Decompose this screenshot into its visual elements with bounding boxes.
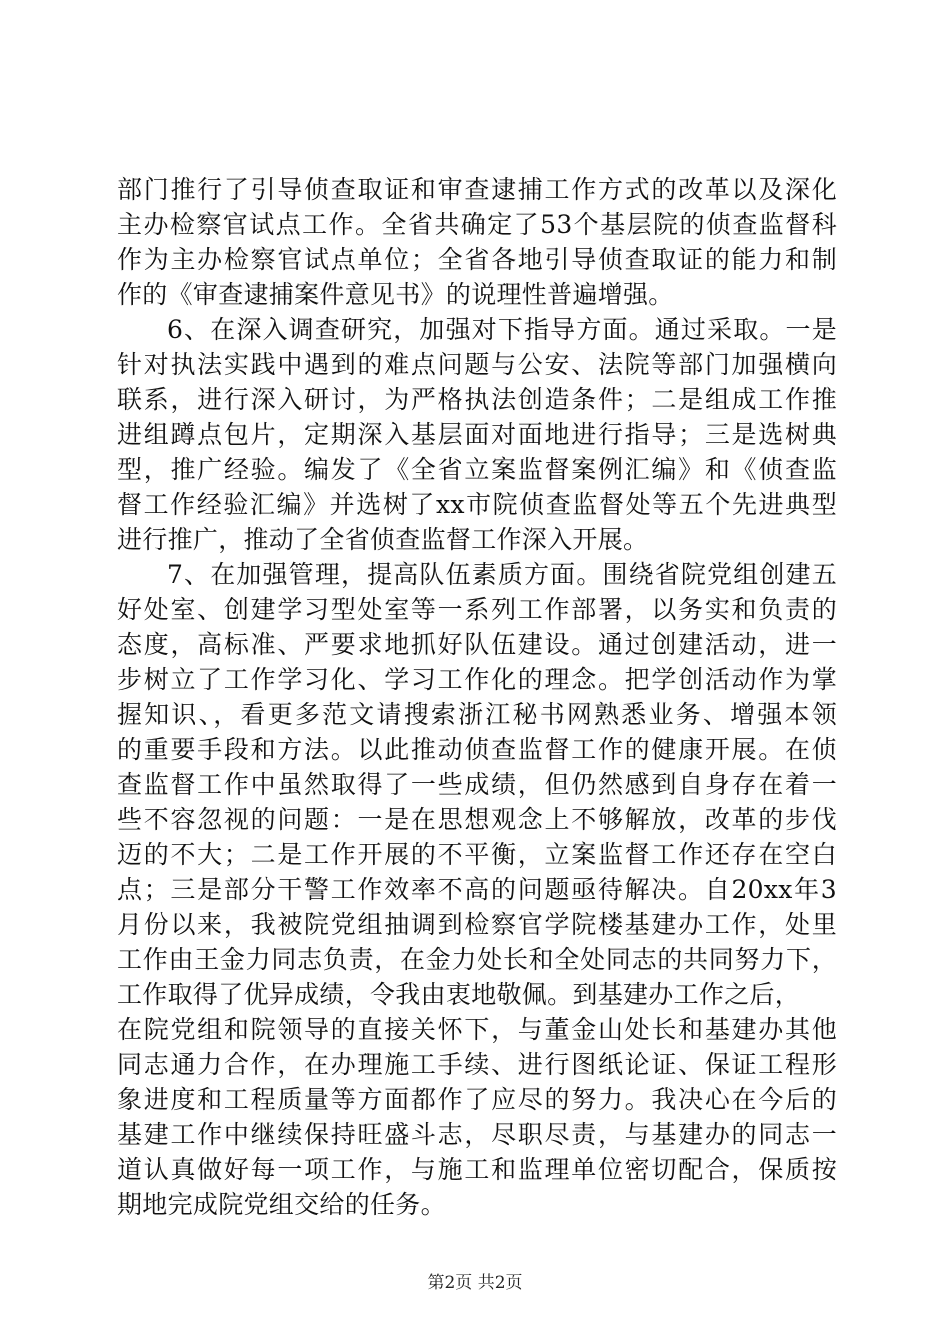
text-line: 的重要手段和方法。以此推动侦查监督工作的健康开展。在侦 [117,735,837,764]
text-line: 态度，高标准、严要求地抓好队伍建设。通过创建活动，进一 [117,630,837,659]
text-line: 工作取得了优异成绩，令我由衷地敬佩。到基建办工作之后， [117,980,801,1009]
text-line: 型，推广经验。编发了《全省立案监督案例汇编》和《侦查监 [117,455,837,484]
text-line: 工作由王金力同志负责，在金力处长和全处同志的共同努力下， [117,945,837,974]
text-line: 进行推广，推动了全省侦查监督工作深入开展。 [117,525,649,554]
text-line: 道认真做好每一项工作，与施工和监理单位密切配合，保质按 [117,1155,837,1184]
text-line: 作为主办检察官试点单位；全省各地引导侦查取证的能力和制 [117,245,837,274]
text-line: 步树立了工作学习化、学习工作化的理念。把学创活动作为掌 [117,665,837,694]
text-line: 好处室、创建学习型处室等一系列工作部署，以务实和负责的 [117,595,837,624]
paragraph-start-line: 7、在加强管理，提高队伍素质方面。围绕省院党组创建五 [167,560,837,589]
text-line: 些不容忽视的问题：一是在思想观念上不够解放，改革的步伐 [117,805,837,834]
text-line: 督工作经验汇编》并选树了xx市院侦查监督处等五个先进典型 [117,490,837,519]
text-line: 点；三是部分干警工作效率不高的问题亟待解决。自20xx年3 [117,875,837,904]
text-line: 作的《审查逮捕案件意见书》的说理性普遍增强。 [117,280,674,309]
text-line: 迈的不大；二是工作开展的不平衡，立案监督工作还存在空白 [117,840,837,869]
text-line: 部门推行了引导侦查取证和审查逮捕工作方式的改革以及深化 [117,175,837,204]
text-line: 主办检察官试点工作。全省共确定了53个基层院的侦查监督科 [117,210,837,239]
text-line: 月份以来，我被院党组抽调到检察官学院楼基建办工作，处里 [117,910,837,939]
text-line: 针对执法实践中遇到的难点问题与公安、法院等部门加强横向 [117,350,837,379]
text-line: 握知识、，看更多范文请搜索浙江秘书网熟悉业务、增强本领 [117,700,837,729]
paragraph-start-line: 6、在深入调查研究，加强对下指导方面。通过采取。一是 [167,315,837,344]
document-body [117,172,837,1222]
page-footer: 第2页 共2页 [427,1273,523,1293]
text-line: 基建工作中继续保持旺盛斗志，尽职尽责，与基建办的同志一 [117,1120,837,1149]
text-line: 同志通力合作，在办理施工手续、进行图纸论证、保证工程形 [117,1050,837,1079]
text-line: 期地完成院党组交给的任务。 [117,1190,446,1219]
text-line: 进组蹲点包片，定期深入基层面对面地进行指导；三是选树典 [117,420,837,449]
text-line: 在院党组和院领导的直接关怀下，与董金山处长和基建办其他 [117,1015,837,1044]
text-line: 联系，进行深入研讨，为严格执法创造条件；二是组成工作推 [117,385,837,414]
text-line: 查监督工作中虽然取得了一些成绩，但仍然感到自身存在着一 [117,770,837,799]
text-line: 象进度和工程质量等方面都作了应尽的努力。我决心在今后的 [117,1085,837,1114]
